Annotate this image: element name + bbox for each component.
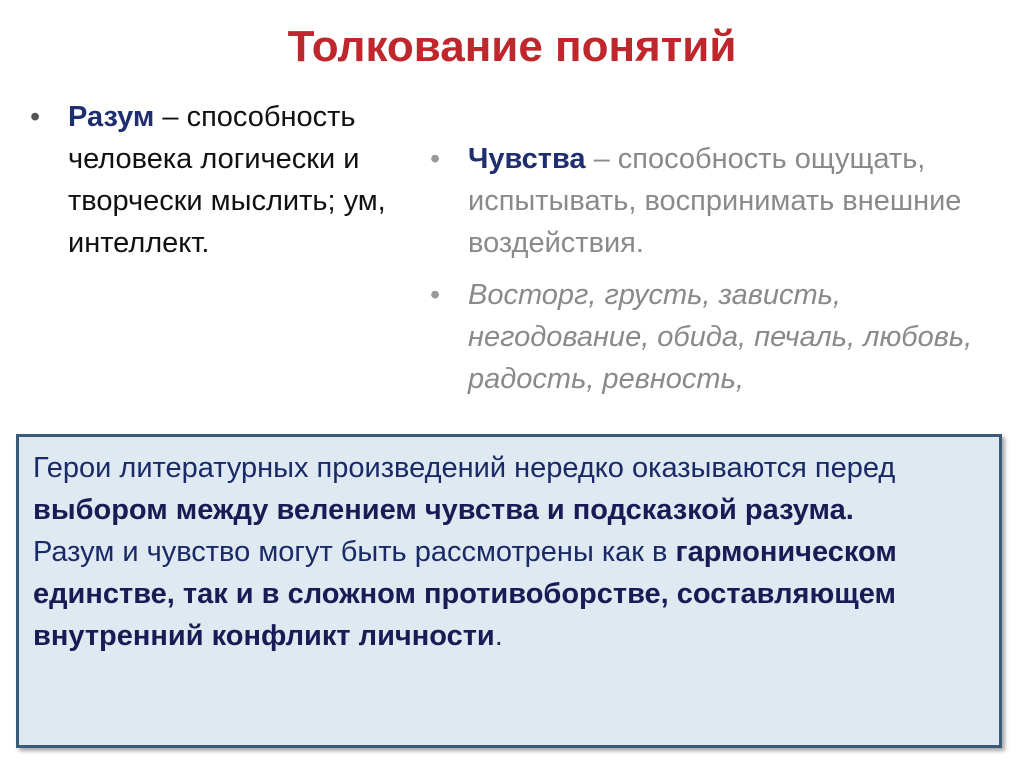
bullet-icon: •: [430, 279, 441, 311]
bullet-icon: •: [430, 143, 441, 175]
callout-paragraph-1: [33, 447, 985, 531]
reason-column: [30, 96, 420, 264]
callout-p1-bold: выбором между велением чувства и подсказкой разума.: [33, 494, 854, 526]
feelings-examples-item: [430, 274, 990, 400]
callout-p2-bold: гармоническом единстве, так и в сложном противоборстве, составляющем внутренний конфликт личности: [33, 536, 897, 652]
slide-title: Толкование понятий: [287, 22, 737, 71]
reason-definition: – способность человека логически и творчески мыслить; ум, интеллект.: [68, 101, 386, 259]
callout-p1-text: Герои литературных произведений нередко оказываются перед: [33, 452, 896, 484]
heroes-choice-callout: [16, 434, 1002, 748]
bullet-icon: •: [30, 101, 41, 133]
reason-term: Разум: [68, 101, 155, 133]
callout-p2-end: .: [494, 620, 503, 652]
callout-paragraph-2: [33, 531, 985, 657]
feelings-term: Чувства: [468, 143, 586, 175]
feelings-examples: Восторг, грусть, зависть, негодование, обида, печаль, любовь, радость, ревность,: [468, 279, 973, 395]
feelings-definition: – способность ощущать, испытывать, воспринимать внешние воздействия.: [468, 143, 962, 259]
reason-definition-item: [30, 96, 420, 264]
feelings-definition-item: [430, 138, 990, 264]
feelings-column: [430, 138, 990, 400]
callout-p2-text: Разум и чувство могут быть рассмотрены как в: [33, 536, 676, 568]
